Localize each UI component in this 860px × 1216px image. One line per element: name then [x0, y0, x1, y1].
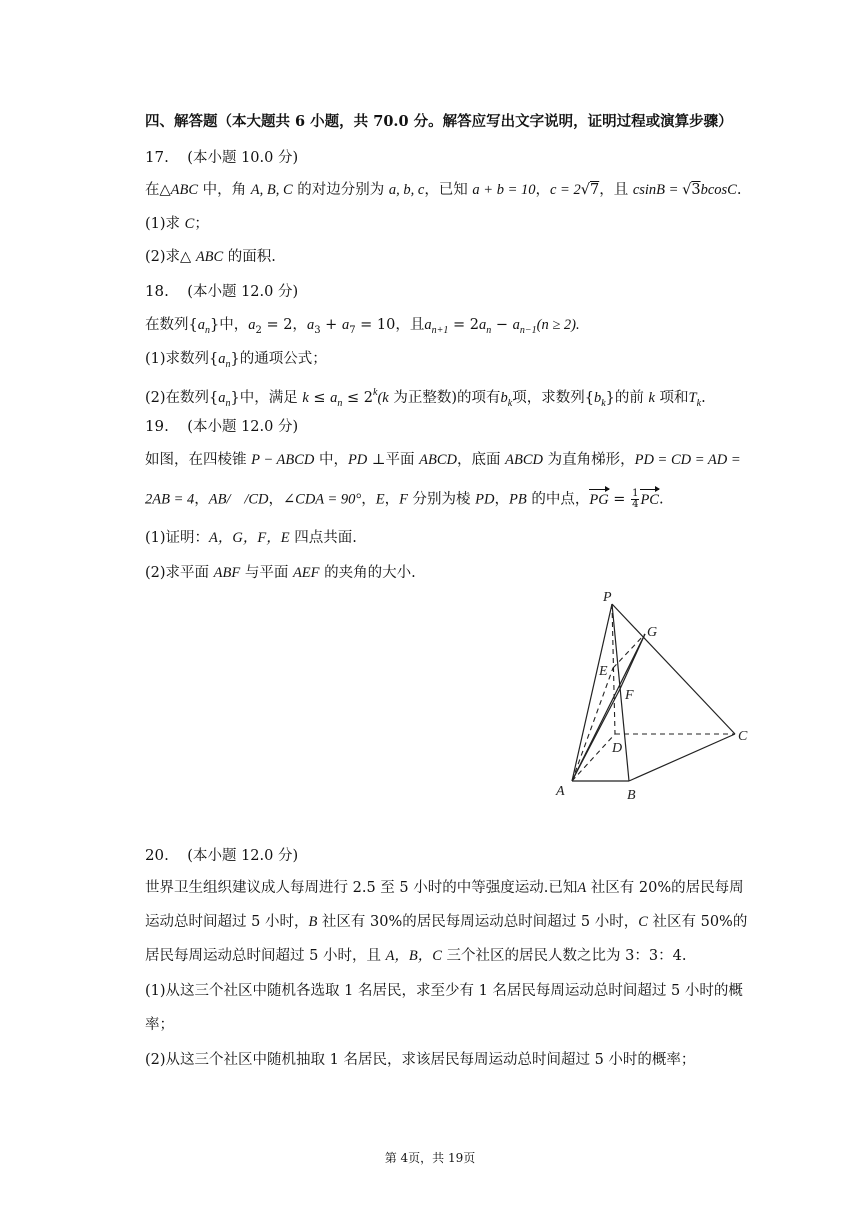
label-f: F — [625, 688, 634, 703]
text: . — [658, 491, 664, 508]
q18-part2 — [145, 384, 706, 413]
math: T — [688, 390, 697, 406]
math-sub: 7 — [349, 325, 356, 336]
pyramid-figure — [550, 588, 760, 810]
text: (2)求平面 — [145, 565, 214, 581]
text: 社区有 50%的 — [647, 914, 748, 930]
text: 三个社区的居民人数之比为 3：3：4. — [441, 948, 687, 964]
math: E — [375, 491, 385, 508]
text: ≤ — [308, 390, 331, 406]
section-title: 四、解答题（本大题共 6 小题，共 70.0 分。解答应写出文字说明，证明过程或演算步骤） — [145, 113, 733, 130]
math: /CD — [244, 491, 269, 508]
edge-ae — [572, 668, 613, 781]
math-sub: 2 — [255, 325, 262, 336]
text: = 2 — [448, 317, 479, 333]
edge-pc — [612, 604, 735, 734]
math-sup: k — [373, 387, 378, 398]
math: A，G，F，E — [209, 530, 290, 546]
text: 中，角 — [198, 182, 251, 198]
math: a — [248, 317, 256, 333]
text: ，底面 — [457, 452, 506, 468]
q20-number: 20. — [145, 846, 169, 864]
math: b — [500, 390, 508, 406]
q17-part2 — [145, 248, 276, 266]
q20-part2: (2)从这三个社区中随机抽取 1 名居民，求该居民每周运动总时间超过 5 小时的概率； — [145, 1052, 696, 1068]
math-sub: n — [337, 398, 343, 409]
label-p: P — [603, 590, 612, 605]
q20-line3 — [145, 947, 686, 965]
text: ， — [361, 491, 376, 508]
edge-pa — [572, 604, 612, 781]
math: a — [341, 317, 350, 333]
fraction-numerator: 1 — [632, 488, 639, 499]
q18-points: (本小题 12.0 分) — [187, 284, 299, 300]
q20-points: (本小题 12.0 分) — [187, 848, 299, 864]
text: ， — [194, 491, 209, 508]
math: bcosC — [700, 182, 737, 198]
math: AEF — [292, 565, 320, 581]
math-sub: n — [225, 359, 231, 370]
math: a — [306, 317, 315, 333]
text: (1)求数列{ — [145, 351, 219, 367]
text: 为正整数)的项有 — [388, 390, 501, 406]
text: ； — [194, 216, 209, 232]
text: 如图，在四棱锥 — [145, 452, 252, 468]
label-c: C — [738, 729, 748, 744]
text: (2)求△ — [145, 249, 196, 265]
math: A — [577, 880, 587, 896]
fraction-denominator: 4 — [632, 499, 639, 510]
q17-number: 17. — [145, 148, 169, 166]
text: = 10，且 — [355, 317, 425, 333]
label-g: G — [647, 625, 658, 640]
sqrt-sign: √ — [580, 182, 590, 198]
text: ， — [535, 182, 550, 198]
text: }的通项公式； — [230, 351, 327, 367]
text: 中， — [314, 452, 348, 468]
math: AB/ — [208, 491, 231, 508]
math-sub: 3 — [314, 325, 321, 336]
math: k — [648, 390, 655, 406]
label-d: D — [612, 741, 623, 756]
text: 社区有 20%的居民每周 — [586, 880, 744, 896]
q19-number: 19. — [145, 417, 169, 435]
text: 在数列{ — [145, 317, 198, 333]
q18-header — [145, 282, 298, 301]
text: ， — [268, 491, 283, 508]
q17-part1 — [145, 215, 209, 233]
text: ⊥平面 — [367, 452, 420, 468]
text: 四点共面. — [289, 530, 357, 546]
math: a — [197, 317, 205, 333]
math: A, B, C — [250, 182, 293, 198]
q18-number: 18. — [145, 282, 169, 300]
text: 的面积. — [223, 249, 276, 265]
text: 的对边分别为 — [292, 182, 389, 198]
label-a: A — [556, 784, 565, 799]
q20-line1 — [145, 879, 744, 897]
math: 7 — [589, 182, 600, 198]
math: a — [424, 317, 432, 333]
math: F — [399, 491, 408, 508]
math: k — [302, 390, 309, 406]
sqrt-sign: √ — [682, 182, 692, 198]
math: ABF — [213, 565, 241, 581]
text: ， — [494, 491, 510, 508]
math: PD = CD = AD = — [634, 452, 741, 468]
text: ， — [384, 491, 400, 508]
math: C — [184, 216, 195, 232]
vector-pg: PG — [589, 491, 609, 508]
text: ≤ 2 — [342, 390, 374, 406]
math: PB — [509, 491, 527, 508]
q18-stem — [145, 316, 580, 340]
math: (n ≥ 2). — [536, 317, 580, 333]
text: 的夹角的大小. — [319, 565, 416, 581]
text: (1)求 — [145, 216, 185, 232]
q19-points: (本小题 12.0 分) — [187, 419, 299, 435]
q20-part1-line2: 率； — [145, 1017, 174, 1033]
math-sub: n — [225, 398, 231, 409]
text: 与平面 — [240, 565, 293, 581]
text: 分别为棱 — [407, 491, 476, 508]
text: 的中点， — [526, 491, 590, 508]
text: . — [701, 390, 706, 406]
text: 为直角梯形， — [542, 452, 635, 468]
text: }中，满足 — [230, 390, 303, 406]
math: ABC — [195, 249, 224, 265]
q20-part1-line1: (1)从这三个社区中随机各选取 1 名居民，求至少有 1 名居民每周运动总时间超过 5 小时的概 — [145, 983, 743, 999]
math: b — [593, 390, 602, 406]
text: 项和 — [654, 390, 689, 406]
math: B — [308, 914, 318, 930]
math: a — [218, 351, 226, 367]
q19-header — [145, 417, 298, 436]
text: 社区有 30%的居民每周运动总时间超过 5 小时， — [317, 914, 639, 930]
math: a — [218, 390, 226, 406]
math: 3 — [691, 182, 701, 198]
text: 在△ — [145, 182, 171, 198]
text: }的前 — [605, 390, 649, 406]
math-sub: k — [507, 398, 513, 409]
math-sub: n — [486, 325, 492, 336]
math: a, b, c — [388, 182, 425, 198]
q17-header — [145, 148, 298, 167]
math: A，B，C — [385, 948, 442, 964]
math: (k — [377, 390, 389, 406]
math: PD — [347, 452, 368, 468]
math-sub: k — [601, 398, 606, 409]
q18-part1 — [145, 350, 327, 374]
math-sub: n+1 — [431, 325, 449, 336]
vector-pc: PC — [640, 491, 659, 508]
q19-part1 — [145, 529, 357, 547]
text: 运动总时间超过 5 小时， — [145, 914, 309, 930]
text: = — [608, 491, 631, 508]
math: PD — [475, 491, 495, 508]
text: (1)证明： — [145, 530, 210, 546]
q19-stem-line2 — [145, 489, 664, 510]
text: 项，求数列{ — [512, 390, 594, 406]
math-sub: n — [204, 325, 210, 336]
math: 2AB = 4 — [145, 491, 195, 508]
math: P − ABCD — [251, 452, 315, 468]
math-sub: k — [696, 398, 702, 409]
q17-stem — [145, 181, 741, 199]
math: a + b = 10 — [472, 182, 536, 198]
fraction-one-quarter — [631, 489, 639, 510]
label-e: E — [599, 664, 608, 679]
math: ABC — [170, 182, 199, 198]
math: c = 2 — [550, 182, 581, 198]
math: ∠CDA = 90° — [283, 491, 362, 508]
text: }中， — [209, 317, 249, 333]
edge-bc — [629, 734, 735, 781]
page-footer: 第 4页，共 19页 — [384, 1151, 476, 1165]
edge-ag — [572, 634, 645, 781]
text: 居民每周运动总时间超过 5 小时，且 — [145, 948, 386, 964]
math: ABCD — [419, 452, 458, 468]
math: a — [478, 317, 487, 333]
text: + — [320, 317, 342, 333]
text: − — [491, 317, 513, 333]
q19-stem-line1 — [145, 451, 741, 469]
math: ABCD — [505, 452, 543, 468]
text: ，且 — [599, 182, 633, 198]
math: a — [512, 317, 520, 333]
text: = 2， — [261, 317, 307, 333]
label-b: B — [627, 788, 636, 803]
text: ，已知 — [424, 182, 473, 198]
math-sub: n−1 — [519, 325, 537, 336]
q17-points: (本小题 10.0 分) — [187, 150, 299, 166]
q20-header — [145, 846, 298, 865]
math: csinB = — [632, 182, 683, 198]
q20-line2 — [145, 913, 747, 931]
text: 世界卫生组织建议成人每周进行 2.5 至 5 小时的中等强度运动.已知 — [145, 880, 578, 896]
math: a — [330, 390, 338, 406]
text: (2)在数列{ — [145, 390, 219, 406]
text: . — [736, 182, 742, 198]
q19-part2 — [145, 564, 416, 582]
math: C — [638, 914, 648, 930]
